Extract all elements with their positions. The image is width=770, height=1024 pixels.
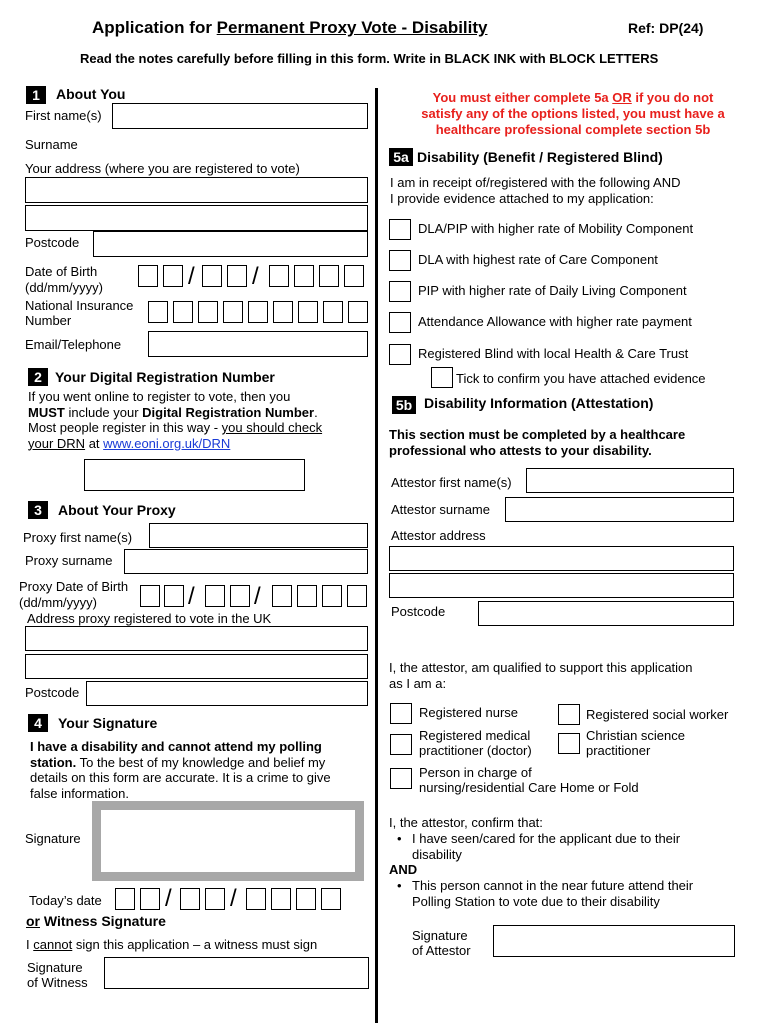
- evidence-attached-checkbox[interactable]: [431, 367, 453, 388]
- qual-line-1: I, the attestor, am qualified to support this application: [389, 660, 693, 675]
- nino-label-1: National Insurance: [25, 298, 134, 313]
- attestor-signature-label-1: Signature: [412, 928, 468, 943]
- drn-must: MUST: [28, 404, 65, 420]
- attendance-allowance-checkbox[interactable]: [389, 312, 411, 333]
- address-line-1-input[interactable]: [25, 177, 368, 203]
- declaration-line-2: [30, 755, 370, 771]
- proxy-dob-day-1[interactable]: [140, 585, 160, 607]
- registered-social-worker-checkbox[interactable]: [558, 704, 580, 725]
- email-label: Email/Telephone: [25, 337, 122, 352]
- christian-science-label-1: Christian science: [586, 728, 685, 743]
- section-5-warning: [388, 90, 758, 138]
- option-label: Registered Blind with local Health & Care Trust: [418, 346, 689, 361]
- registered-social-worker-label: Registered social worker: [586, 707, 729, 722]
- first-names-label: First name(s): [25, 108, 102, 123]
- nino-box[interactable]: [198, 301, 218, 323]
- section-5b-number: 5b: [392, 396, 416, 414]
- proxy-surname-label: Proxy surname: [25, 553, 113, 568]
- section-4-number: 4: [28, 714, 48, 732]
- drn-text: [28, 389, 368, 451]
- dob-year-3[interactable]: [319, 265, 339, 287]
- bullet-icon: •: [397, 878, 402, 893]
- proxy-dob-year-1[interactable]: [272, 585, 292, 607]
- and-label: AND: [389, 862, 418, 877]
- declaration-line-4: false information.: [30, 785, 129, 801]
- title-prefix: Application for: [92, 18, 217, 37]
- attestor-address-line-2-input[interactable]: [389, 573, 734, 598]
- declaration-line-1: I have a disability and cannot attend my polling: [30, 739, 322, 754]
- medical-practitioner-label-1: Registered medical: [419, 728, 531, 743]
- proxy-dob-format: (dd/mm/yyyy): [19, 595, 97, 610]
- nino-box[interactable]: [298, 301, 318, 323]
- attestor-signature-label-2: of Attestor: [412, 943, 471, 958]
- cannot-span: I: [26, 937, 34, 952]
- slash-icon: /: [230, 885, 237, 912]
- attestor-surname-input[interactable]: [505, 497, 734, 522]
- cannot-underline: cannot: [33, 937, 73, 952]
- proxy-postcode-label: Postcode: [25, 685, 80, 700]
- drn-text-span: .: [314, 404, 318, 420]
- date-day-2[interactable]: [140, 888, 160, 910]
- option-label: DLA with highest rate of Care Component: [418, 252, 658, 267]
- nino-box[interactable]: [173, 301, 193, 323]
- first-names-input[interactable]: [112, 103, 368, 129]
- proxy-address-line-1-input[interactable]: [25, 626, 368, 651]
- surname-label: Surname: [25, 137, 78, 152]
- drn-link[interactable]: www.eoni.org.uk/DRN: [103, 435, 231, 451]
- registered-blind-checkbox[interactable]: [389, 344, 411, 365]
- section-3-title: About Your Proxy: [58, 502, 176, 518]
- address-label: Your address (where you are registered to vote): [25, 161, 300, 176]
- date-year-1[interactable]: [246, 888, 266, 910]
- drn-text-span: include your: [64, 404, 143, 420]
- declaration-span: To the best of my knowledge and belief my: [76, 754, 326, 770]
- proxy-first-names-label: Proxy first name(s): [23, 530, 133, 545]
- date-day-1[interactable]: [115, 888, 135, 910]
- date-year-4[interactable]: [321, 888, 341, 910]
- form-ref: Ref: DP(24): [628, 20, 704, 36]
- nino-box[interactable]: [273, 301, 293, 323]
- slash-icon: /: [252, 263, 259, 290]
- dob-year-1[interactable]: [269, 265, 289, 287]
- dob-year-4[interactable]: [344, 265, 364, 287]
- proxy-dob-year-2[interactable]: [297, 585, 317, 607]
- nino-box[interactable]: [348, 301, 368, 323]
- nino-box[interactable]: [248, 301, 268, 323]
- signature-box[interactable]: [92, 801, 364, 881]
- proxy-first-names-input[interactable]: [149, 523, 368, 548]
- postcode-input[interactable]: [93, 231, 368, 257]
- qual-line-2: as I am a:: [389, 675, 447, 691]
- attestor-address-label: Attestor address: [391, 528, 486, 543]
- section-5a-number: 5a: [389, 148, 413, 166]
- witness-signature-label-2: of Witness: [27, 975, 88, 990]
- drn-underline: your DRN: [28, 435, 86, 451]
- christian-science-label-2: practitioner: [586, 743, 651, 758]
- form-title: [92, 18, 488, 38]
- declaration-bold: station.: [30, 754, 77, 770]
- drn-line-1: If you went online to register to vote, then you: [28, 389, 291, 404]
- intro-line-2: I provide evidence attached to my application:: [390, 190, 654, 206]
- attestor-surname-label: Attestor surname: [391, 502, 490, 517]
- dla-pip-mobility-checkbox[interactable]: [389, 219, 411, 240]
- bullet-2-line-2: Polling Station to vote due to their disability: [412, 894, 660, 909]
- proxy-address-label: Address proxy registered to vote in the UK: [27, 611, 272, 626]
- proxy-dob-month-1[interactable]: [205, 585, 225, 607]
- proxy-dob-month-2[interactable]: [230, 585, 250, 607]
- warning-line-1: [388, 90, 758, 106]
- section-5b-title: Disability Information (Attestation): [424, 395, 654, 411]
- dob-label: Date of Birth: [25, 264, 98, 279]
- proxy-dob-year-3[interactable]: [322, 585, 342, 607]
- proxy-postcode-input[interactable]: [86, 681, 368, 706]
- declaration-line-3: details on this form are accurate. It is a crime to give: [30, 770, 331, 785]
- address-line-2-input[interactable]: [25, 205, 368, 231]
- drn-text-span: Most people register in this way -: [28, 420, 222, 435]
- proxy-dob-day-2[interactable]: [164, 585, 184, 607]
- intro-line-1: I am in receipt of/registered with the following AND: [390, 175, 681, 190]
- declaration-text: [30, 739, 370, 801]
- proxy-dob-year-4[interactable]: [347, 585, 367, 607]
- slash-icon: /: [165, 885, 172, 912]
- instructions: Read the notes carefully before filling in this form. Write in BLACK INK with BLOCK LETTERS: [80, 51, 659, 66]
- attestor-postcode-label: Postcode: [391, 604, 446, 619]
- warning-line-2: satisfy any of the options listed, you must have a: [421, 106, 725, 121]
- date-month-2[interactable]: [205, 888, 225, 910]
- warning-or: OR: [612, 90, 632, 105]
- email-input[interactable]: [148, 331, 368, 357]
- attestor-address-line-1-input[interactable]: [389, 546, 734, 571]
- cannot-span: sign this application – a witness must sign: [72, 937, 318, 952]
- slash-icon: /: [188, 263, 195, 290]
- section-1-title: About You: [56, 86, 126, 102]
- care-home-checkbox[interactable]: [390, 768, 412, 789]
- care-home-label-2: nursing/residential Care Home or Fold: [419, 780, 639, 795]
- dob-year-2[interactable]: [294, 265, 314, 287]
- proxy-surname-input[interactable]: [124, 549, 368, 574]
- drn-input[interactable]: [84, 459, 305, 491]
- warning-line-3: healthcare professional complete section 5b: [435, 122, 711, 137]
- section-2-number: 2: [28, 368, 48, 386]
- christian-science-checkbox[interactable]: [558, 733, 580, 754]
- nino-box[interactable]: [323, 301, 343, 323]
- dob-day-2[interactable]: [163, 265, 183, 287]
- evidence-label: Tick to confirm you have attached evidence: [456, 371, 706, 386]
- attestor-postcode-input[interactable]: [478, 601, 734, 626]
- date-year-2[interactable]: [271, 888, 291, 910]
- nino-box[interactable]: [148, 301, 168, 323]
- drn-line-3: [28, 420, 368, 436]
- date-year-3[interactable]: [296, 888, 316, 910]
- dob-format: (dd/mm/yyyy): [25, 280, 103, 295]
- dob-month-2[interactable]: [227, 265, 247, 287]
- dob-day-1[interactable]: [138, 265, 158, 287]
- section-5a-intro: [390, 175, 680, 206]
- proxy-address-line-2-input[interactable]: [25, 654, 368, 679]
- intro-line-2: professional who attests to your disability.: [389, 442, 652, 458]
- column-divider: [375, 88, 378, 1023]
- confirm-intro: I, the attestor, confirm that:: [389, 815, 543, 830]
- bullet-1-line-2: disability: [412, 847, 462, 862]
- drn-text-span: at: [85, 435, 104, 451]
- registered-nurse-checkbox[interactable]: [390, 703, 412, 724]
- care-home-label-1: Person in charge of: [419, 765, 532, 780]
- option-label: Attendance Allowance with higher rate payment: [418, 314, 692, 329]
- dob-month-1[interactable]: [202, 265, 222, 287]
- drn-underline: you should check: [221, 420, 323, 435]
- cannot-sign-text: [26, 937, 317, 952]
- bullet-1-line-1: I have seen/cared for the applicant due to their: [412, 831, 681, 846]
- section-4-title: Your Signature: [58, 715, 158, 731]
- dla-care-checkbox[interactable]: [389, 250, 411, 271]
- nino-box[interactable]: [223, 301, 243, 323]
- todays-date-label: Today’s date: [29, 893, 102, 908]
- section-2-title: Your Digital Registration Number: [55, 369, 275, 385]
- option-label: PIP with higher rate of Daily Living Component: [418, 283, 687, 298]
- warning-span: if you do not: [631, 90, 714, 105]
- intro-line-1: This section must be completed by a healthcare: [389, 427, 686, 442]
- slash-icon: /: [188, 583, 195, 610]
- signature-label: Signature: [25, 831, 81, 846]
- witness-signature-label-1: Signature: [27, 960, 83, 975]
- proxy-dob-label: Proxy Date of Birth: [19, 579, 129, 594]
- postcode-label: Postcode: [25, 235, 80, 250]
- witness-title: [26, 913, 166, 929]
- registered-nurse-label: Registered nurse: [419, 705, 518, 720]
- drn-line-4: [28, 436, 368, 452]
- medical-practitioner-checkbox[interactable]: [390, 734, 412, 755]
- section-5b-intro: [389, 427, 685, 458]
- witness-signature-input[interactable]: [104, 957, 369, 989]
- title-underlined: Permanent Proxy Vote - Disability: [216, 18, 488, 37]
- witness-title-text: Witness Signature: [40, 913, 166, 929]
- qualification-intro: [389, 660, 693, 691]
- drn-line-2: [28, 405, 368, 421]
- nino-label-2: Number: [25, 313, 72, 328]
- attestor-first-names-label: Attestor first name(s): [391, 475, 512, 490]
- medical-practitioner-label-2: practitioner (doctor): [419, 743, 532, 758]
- witness-or: or: [26, 913, 40, 929]
- option-label: DLA/PIP with higher rate of Mobility Component: [418, 221, 694, 236]
- attestor-first-names-input[interactable]: [526, 468, 734, 493]
- date-month-1[interactable]: [180, 888, 200, 910]
- attestor-signature-input[interactable]: [493, 925, 735, 957]
- bullet-icon: •: [397, 831, 402, 846]
- section-1-number: 1: [26, 86, 46, 104]
- drn-bold: Digital Registration Number: [142, 404, 315, 420]
- slash-icon: /: [254, 583, 261, 610]
- section-5a-title: Disability (Benefit / Registered Blind): [417, 149, 663, 165]
- section-3-number: 3: [28, 501, 48, 519]
- bullet-2-line-1: This person cannot in the near future attend their: [412, 878, 694, 893]
- pip-daily-living-checkbox[interactable]: [389, 281, 411, 302]
- warning-span: You must either complete 5a: [432, 90, 613, 105]
